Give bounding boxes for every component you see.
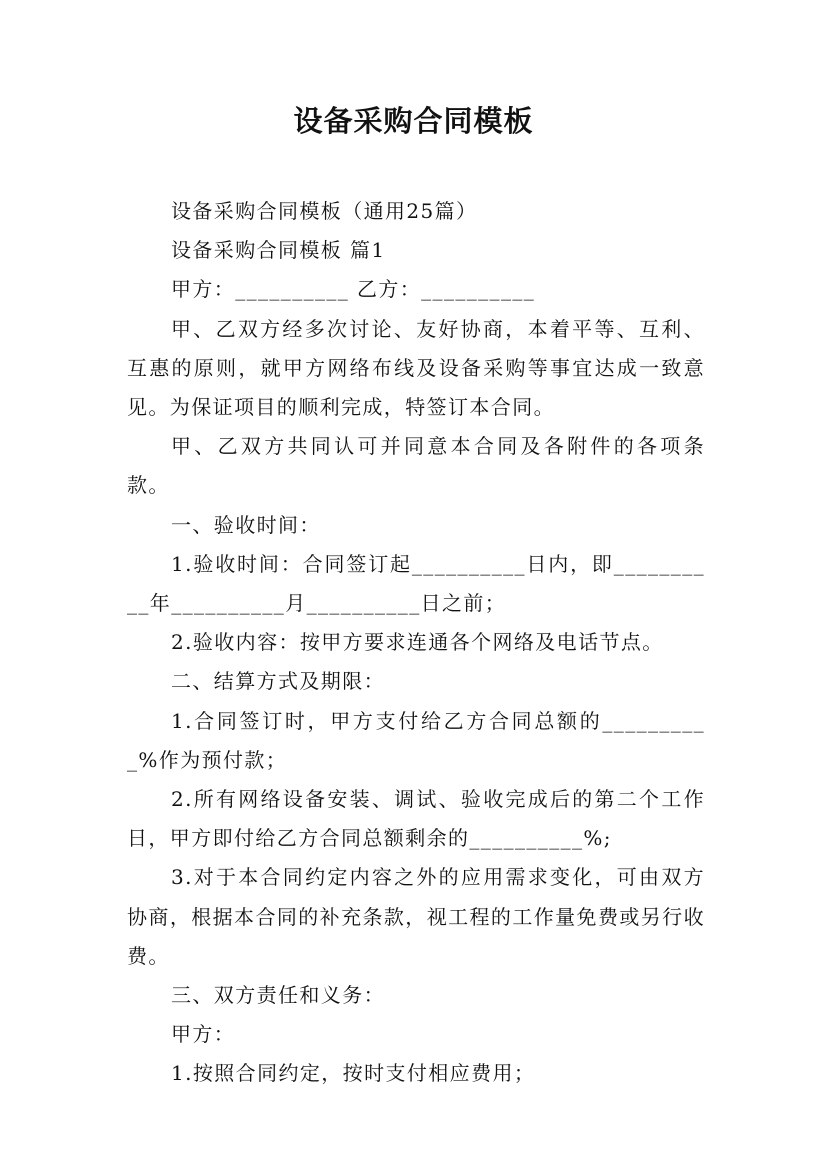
paragraph-party-a-label: 甲方： (171, 1022, 236, 1047)
paragraph-clause: 1.验收时间：合同签订起__________日内，即__________年__________月__________日之前； (127, 551, 705, 616)
paragraph-section-heading: 设备采购合同模板 篇1 (171, 238, 386, 263)
paragraph-clause: 2.验收内容：按甲方要求连通各个网络及电话节点。 (171, 630, 664, 655)
paragraph-clause: 1.按照合同约定，按时支付相应费用； (171, 1061, 536, 1086)
paragraph-clause: 3.对于本合同约定内容之外的应用需求变化，可由双方协商，根据本合同的补充条款，视工程的工作量免费或另行收费。 (127, 865, 705, 968)
paragraph-heading-settlement: 二、结算方式及期限： (171, 669, 385, 694)
paragraph-heading-acceptance: 一、验收时间： (171, 512, 321, 537)
document-body (127, 192, 705, 1094)
paragraph-agreement: 甲、乙双方共同认可并同意本合同及各附件的各项条款。 (127, 434, 705, 498)
paragraph-heading-obligations: 三、双方责任和义务： (171, 983, 385, 1008)
paragraph-parties: 甲方：__________ 乙方：__________ (171, 277, 536, 302)
paragraph-clause: 1.合同签订时，甲方支付给乙方合同总额的__________%作为预付款； (127, 708, 705, 772)
paragraph-subtitle: 设备采购合同模板（通用25篇） (171, 199, 478, 223)
paragraph-preamble: 甲、乙双方经多次讨论、友好协商，本着平等、互利、互惠的原则，就甲方网络布线及设备采购等事宜达成一致意见。为保证项目的顺利完成，特签订本合同。 (127, 316, 705, 420)
page-title: 设备采购合同模板 (293, 104, 534, 138)
paragraph-clause: 2.所有网络设备安装、调试、验收完成后的第二个工作日，甲方即付给乙方合同总额剩余的__________%; (127, 787, 705, 851)
